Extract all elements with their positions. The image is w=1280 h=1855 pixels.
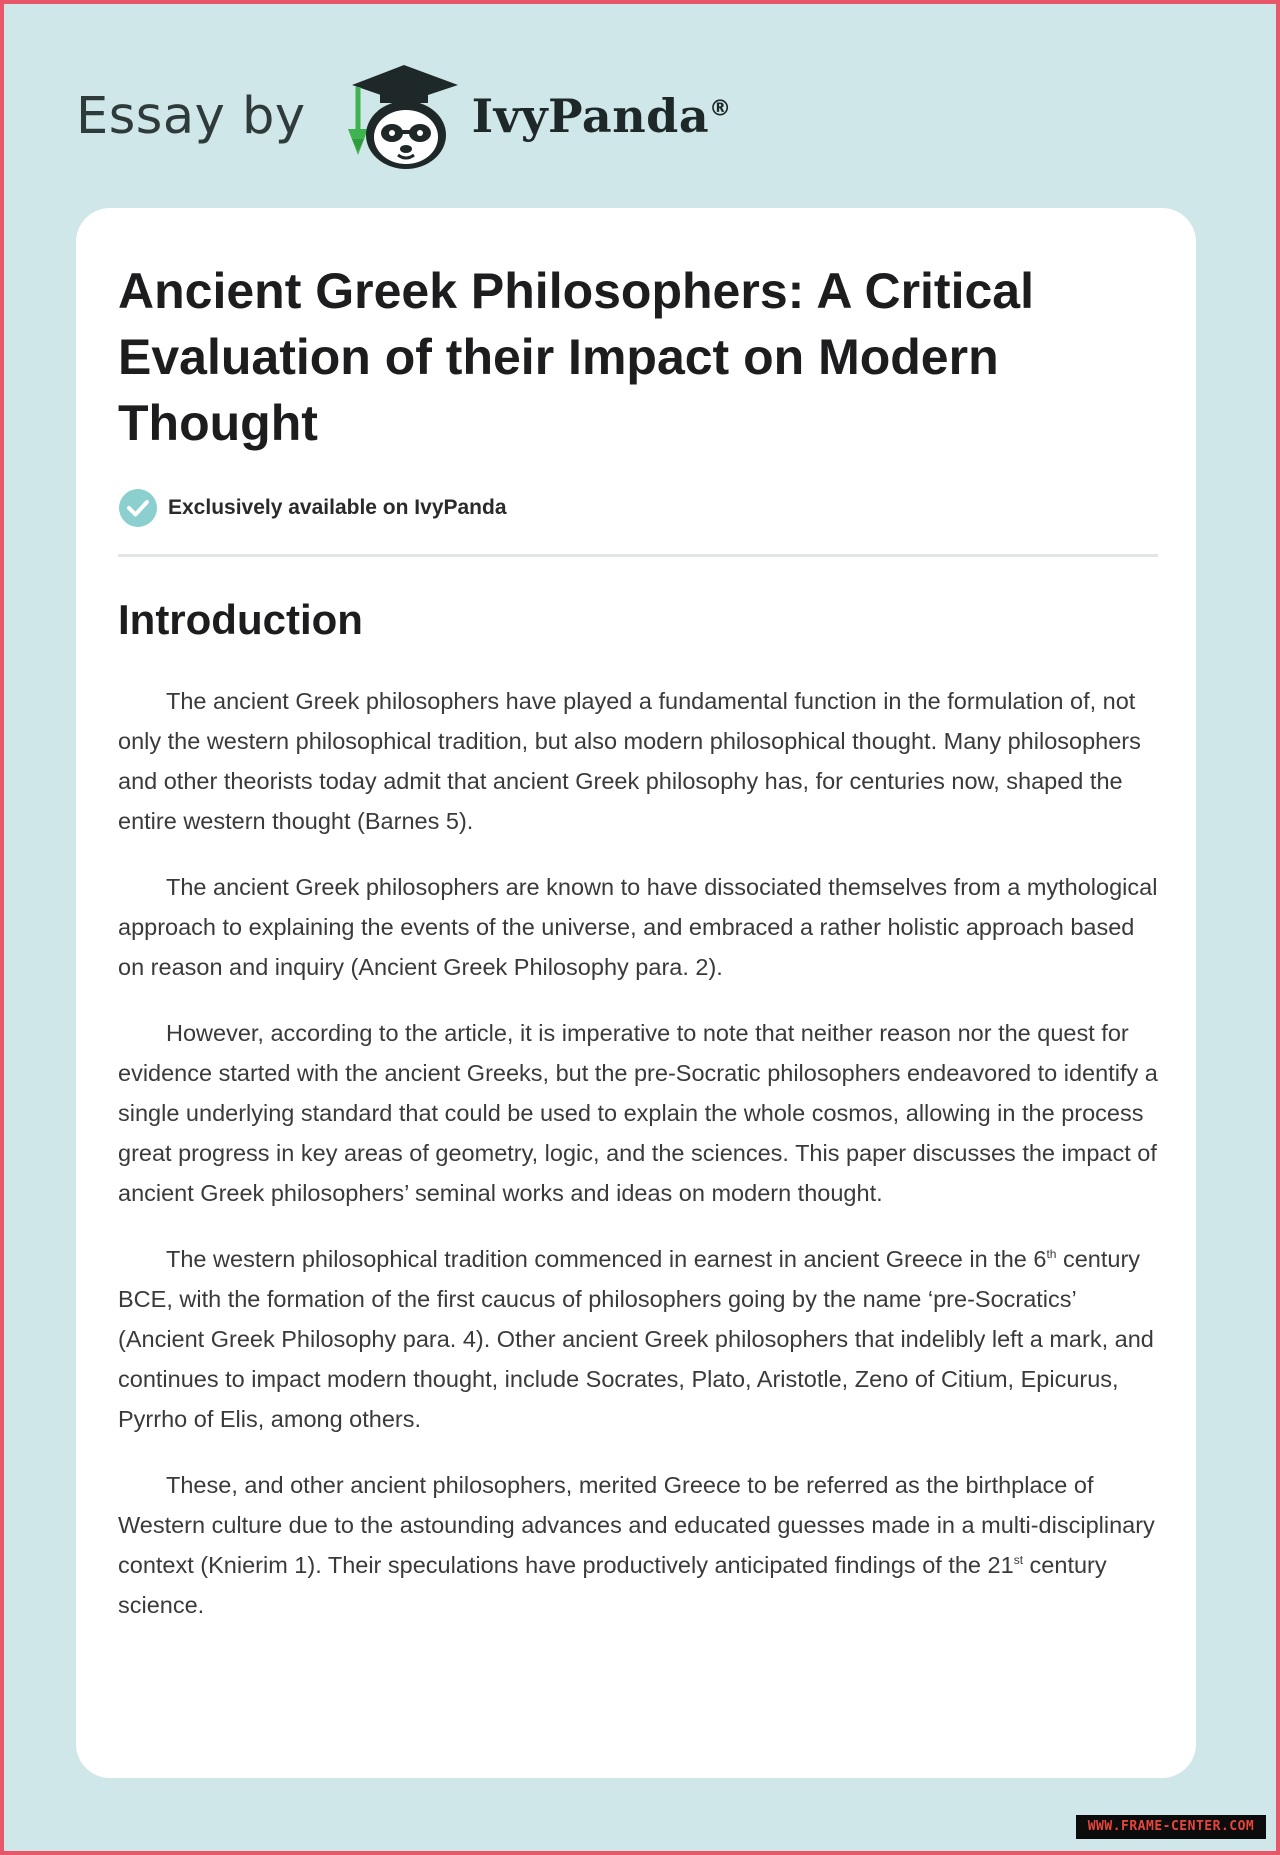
watermark: WWW.FRAME-CENTER.COM [1076, 1815, 1266, 1839]
divider [118, 554, 1158, 557]
registered-mark: ® [709, 96, 732, 122]
section-heading: Introduction [118, 596, 363, 643]
ordinal-superscript: st [1013, 1553, 1024, 1568]
paragraph: The ancient Greek philosophers have played a fundamental function in the formulation of, not only the western philosophical tradition, but also modern philosophical thought. Many philosophers and other theorists today admit that ancient Greek philosophy has, for centuries now, shaped the entire western thought (Barnes 5). [118, 688, 1141, 834]
exclusive-badge [118, 486, 1154, 530]
essay-card [76, 208, 1196, 1778]
brand-header [76, 56, 732, 176]
ordinal-superscript: th [1046, 1247, 1057, 1262]
essay-title: Ancient Greek Philosophers: A Critical Evaluation of their Impact on Modern Thought [118, 263, 1034, 451]
paragraph: These, and other ancient philosophers, merited Greece to be referred as the birthplace of Western culture due to the astounding advances and educated guesses made in a multi-disciplinary context (Knierim 1). Their speculations have productively anticipated findings of the 21st century science. [118, 1472, 1155, 1618]
paragraph: The western philosophical tradition commenced in earnest in ancient Greece in the 6th century BCE, with the formation of the first caucus of philosophers going by the name ‘pre-Socratics’ (Ancient Greek Philosophy para. 4). Other ancient Greek philosophers that indelibly left a mark, and continues to impact modern thought, include Socrates, Plato, Aristotle, Zeno of Citium, Epicurus, Pyrrho of Elis, among others. [118, 1246, 1154, 1432]
brand-prefix: Essay by [76, 86, 306, 146]
paragraph: The ancient Greek philosophers are known to have dissociated themselves from a mythological approach to explaining the events of the universe, and embraced a rather holistic approach based on reason and inquiry (Ancient Greek Philosophy para. 2). [118, 874, 1158, 980]
exclusive-badge-text: Exclusively available on IvyPanda [168, 496, 507, 519]
check-circle-icon [118, 488, 158, 528]
essay-body [118, 681, 1158, 1625]
paragraph: However, according to the article, it is imperative to note that neither reason nor the quest for evidence started with the ancient Greeks, but the pre-Socratic philosophers endeavored to identify a single underlying standard that could be used to explain the whole cosmos, allowing in the process great progress in key areas of geometry, logic, and the sciences. This paper discusses the impact of ancient Greek philosophers’ seminal works and ideas on modern thought. [118, 1020, 1158, 1206]
brand-name: IvyPanda® [471, 89, 732, 143]
panda-graduation-cap-icon [334, 57, 466, 175]
